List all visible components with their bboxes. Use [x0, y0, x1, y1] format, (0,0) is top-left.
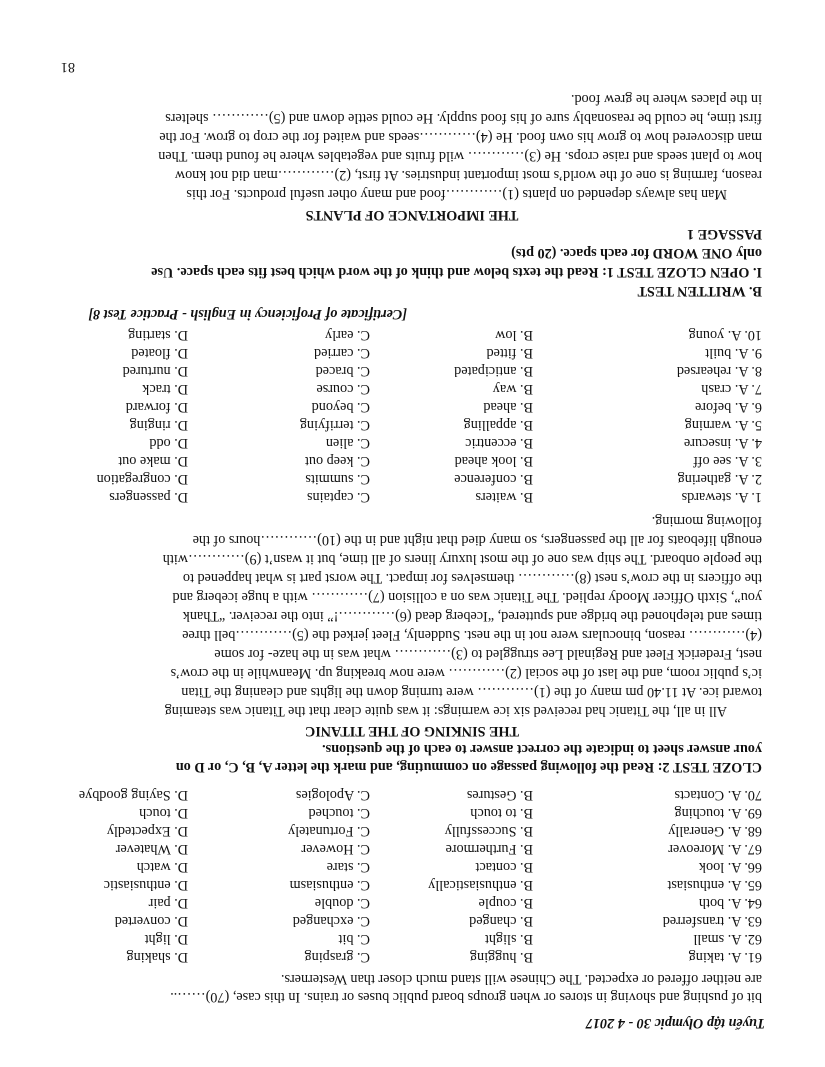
option-c: C. exchanged	[292, 913, 370, 929]
paragraph-line: the people onboard. The ship was one of the most luxury liners of all time, but it wasn’t (9)…………with	[162, 551, 762, 567]
paragraph-line: enough lifeboats for all the passengers, so many died that night and in the (10)…………hours of the	[192, 532, 762, 548]
option-d: D. forward	[125, 399, 188, 415]
option-a: 69. A. touching	[674, 805, 762, 821]
header-title: Tuyển tập Olympic 30 - 4 2017	[585, 1015, 765, 1031]
option-a: 7. A. crash	[701, 381, 762, 397]
option-c: C. stare	[326, 859, 370, 875]
paragraph-line: bit of pushing and shoving in stores or when groups board public buses or trains. In this case, (70)……..	[170, 989, 762, 1005]
option-a: 10. A. young	[688, 327, 762, 343]
option-c: C. Fortunately	[288, 823, 370, 839]
option-c: C. alien	[325, 435, 370, 451]
option-c: C. carried	[314, 345, 370, 361]
option-d: D. pair	[148, 895, 188, 911]
option-c: C. double	[314, 895, 370, 911]
paragraph-line: ic’s public room, and the last of the social (2)………… were now breaking up. Meanwhile in the crow’s	[170, 665, 762, 681]
option-b: B. waiters	[475, 489, 533, 505]
option-d: D. enthusiastic	[103, 877, 188, 893]
option-d: D. watch	[136, 859, 188, 875]
paragraph-line: toward ice. At 11.40 pm many of the (1)………… were turning down the lights and cleaning the Titan	[181, 684, 762, 700]
instruction-line: your answer sheet to indicate the correct answer to each of the questions.	[322, 741, 762, 757]
option-d: D. Saying goodbye	[78, 787, 188, 803]
option-b: B. Successfully	[444, 823, 533, 839]
option-b: B. hugging	[469, 949, 533, 965]
option-b: B. way	[492, 381, 533, 397]
option-a: 1. A. stewards	[681, 489, 762, 505]
option-c: C. Apologies	[295, 787, 370, 803]
passage-title: THE SINKING OF THE TITANIC	[305, 723, 519, 739]
option-a: 68. A. Generally	[668, 823, 762, 839]
option-a: 65. A. enthusiast	[667, 877, 762, 893]
page-number: 81	[60, 59, 75, 75]
option-a: 8. A. rehearsed	[676, 363, 762, 379]
option-d: D. Whatever	[115, 841, 188, 857]
paragraph-line: first time, he could be reasonably sure of his food supply. He could settle down and (5)………… shelters	[165, 110, 762, 126]
paragraph-line: how to plant seeds and raise crops. He (3)………… wild fruits and vegetables where he found them. Then	[158, 148, 762, 164]
option-a: 2. A. gathering	[677, 471, 762, 487]
paragraph-line: nest, Frederick Fleet and Reginald Lee struggled to (3)………… what was in the haze- for some	[214, 646, 762, 662]
option-c: C. bit	[338, 931, 370, 947]
option-a: 5. A. warning	[684, 417, 762, 433]
paragraph-line: Man has always depended on plants (1)…………food and many other useful products. For this	[186, 186, 727, 202]
option-b: B. couple	[478, 895, 533, 911]
option-b: B. low	[495, 327, 533, 343]
option-c: C. touched	[308, 805, 370, 821]
paragraph-line: reason, farming is one of the world’s most important industries. At first, (2)…………man did not know	[174, 167, 762, 183]
paragraph-line: man discovered how to grow his own food. He (4)…………seeds and waited for the crop to grow. For the	[159, 129, 762, 145]
option-c: C. early	[325, 327, 370, 343]
option-a: 4. A. insecure	[683, 435, 762, 451]
paragraph-line: (4)………… reason, binoculars were not in the nest. Suddenly, Fleet jerked the (5)…………bell three	[182, 627, 762, 643]
paragraph-line: are neither offered or expected. The Chinese will stand much closer than Westerners.	[280, 971, 762, 987]
paragraph-line: All in all, the Titanic had received six ice warnings: it was quite clear that the Titanic was steaming	[164, 703, 727, 719]
option-a: 70. A. Contacts	[674, 787, 762, 803]
option-d: D. light	[144, 931, 188, 947]
option-b: B. slight	[484, 931, 533, 947]
paragraph-line: you”, Sixth Officer Moody replied. The Titanic was on a collision (7)………… with a huge iceberg and	[172, 589, 762, 605]
option-a: 3. A. see off	[693, 453, 762, 469]
option-b: B. to touch	[470, 805, 533, 821]
option-d: D. shaking	[126, 949, 188, 965]
option-d: D. Expectedly	[106, 823, 188, 839]
option-d: D. passengers	[109, 489, 188, 505]
option-a: 9. A. built	[705, 345, 762, 361]
option-a: 67. A. Moreover	[668, 841, 762, 857]
option-a: 64. A. both	[698, 895, 762, 911]
option-c: C. beyond	[311, 399, 370, 415]
option-b: B. ahead	[483, 399, 533, 415]
paragraph-line: the officers in the crow’s nest (8)………… themselves for impact. The worst part is what happened to	[182, 570, 762, 586]
passage-label: PASSAGE 1	[686, 226, 762, 242]
option-c: C. enthusiasm	[289, 877, 370, 893]
option-d: D. make out	[118, 453, 188, 469]
option-b: B. Furthermore	[445, 841, 533, 857]
option-d: D. congregation	[96, 471, 188, 487]
option-b: B. anticipated	[454, 363, 533, 379]
option-d: D. track	[142, 381, 188, 397]
option-b: B. conference	[454, 471, 533, 487]
option-b: B. eccentric	[465, 435, 533, 451]
task-instruction-line: I. OPEN CLOZE TEST 1: Read the texts below and think of the word which best fits each space. Use	[151, 264, 762, 280]
option-c: C. summits	[305, 471, 370, 487]
option-d: D. starting	[128, 327, 188, 343]
passage-title: THE IMPORTANCE OF PLANTS	[305, 207, 519, 223]
option-b: B. enthusiastically	[428, 877, 533, 893]
option-b: B. contact	[475, 859, 533, 875]
option-c: C. braced	[315, 363, 370, 379]
section-heading: B. WRITTEN TEST	[637, 283, 762, 299]
option-d: D. nurtured	[122, 363, 188, 379]
task-instruction-line: only ONE WORD for each space. (20 pts)	[511, 245, 762, 261]
option-a: 62. A. small	[693, 931, 762, 947]
option-a: 66. A. look	[698, 859, 762, 875]
option-a: 6. A. before	[695, 399, 762, 415]
option-a: 61. A. taking	[688, 949, 762, 965]
option-c: C. captains	[306, 489, 370, 505]
option-c: C. grasping	[304, 949, 370, 965]
option-c: C. course	[316, 381, 370, 397]
option-a: 63. A. transferred	[662, 913, 762, 929]
source-note: [Certificate of Proficiency in English - Practice Test 8]	[88, 306, 407, 322]
option-d: D. converted	[114, 913, 188, 929]
paragraph-line: in the places where he grew food.	[570, 91, 762, 107]
paragraph-line: following morning.	[651, 513, 762, 529]
option-b: B. appalling	[463, 417, 533, 433]
option-b: B. Gestures	[466, 787, 533, 803]
option-d: D. ringing	[129, 417, 188, 433]
option-c: C. terrifying	[299, 417, 370, 433]
option-b: B. fitted	[486, 345, 533, 361]
option-c: C. However	[301, 841, 370, 857]
option-d: D. floated	[131, 345, 188, 361]
option-d: D. touch	[139, 805, 188, 821]
option-b: B. changed	[469, 913, 533, 929]
paragraph-line: times and telephoned the bridge and sputtered, “Iceberg dead (6)…………!” into the receiver. “Thank	[182, 608, 762, 624]
instruction-line: CLOZE TEST 2: Read the following passage on commuting, and mark the letter A, B, C, or D on	[175, 759, 762, 775]
option-d: D. odd	[149, 435, 188, 451]
option-c: C. keep out	[304, 453, 370, 469]
option-b: B. look ahead	[454, 453, 533, 469]
